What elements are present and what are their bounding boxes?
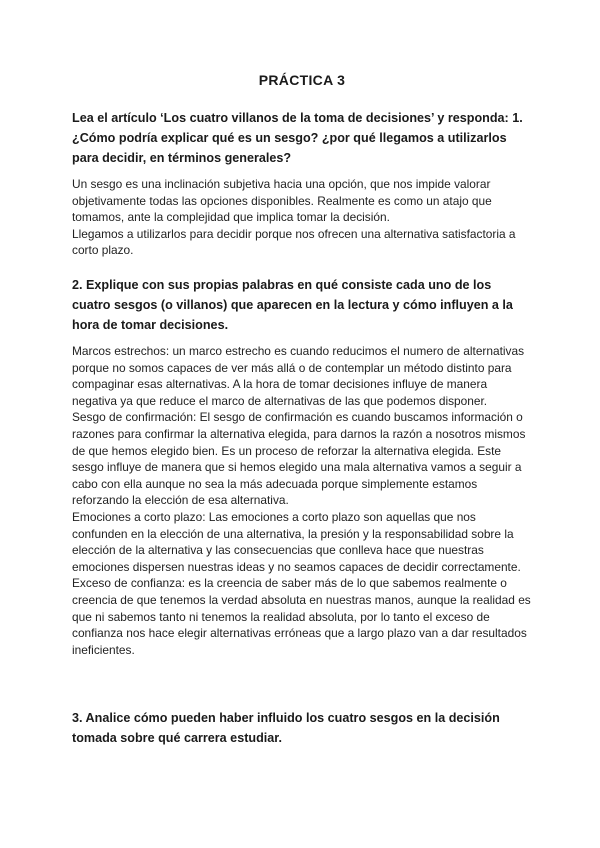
question-3-text: 3. Analice cómo pueden haber influido los cuatro sesgos en la decisión tomada sobre qué carrera estudiar.: [72, 711, 500, 745]
answer-1: [72, 176, 532, 259]
answer-2: [72, 343, 532, 658]
answer-1-paragraph-2: Llegamos a utilizarlos para decidir porque nos ofrecen una alternativa satisfactoria a corto plazo.: [72, 226, 516, 258]
page-title: PRÁCTICA 3: [258, 72, 346, 88]
answer-2-short-term-emotions: Emociones a corto plazo: Las emociones a corto plazo son aquellas que nos confunden en la elección de una alternativa, la presión y la responsabilidad sobre la elección de la alternativa y las consecuencias que conlleva hace que nuestras emociones dispersen nuestras ideas y no seamos capaces de decidir correctamente.: [72, 509, 521, 574]
answer-2-confirmation-bias: Sesgo de confirmación: El sesgo de confirmación es cuando buscamos información o razones para confirmar la alternativa elegida, para darnos la razón a nosotros mismos de que hemos elegido bien. Es un proceso de reforzar la alternativa elegida. Este sesgo influye de manera que si hemos elegido una mala alternativa vamos a seguir a cabo con ella aunque no sea la más adecuada porque simplemente estamos reforzando la elección de esa alternativa.: [72, 410, 526, 508]
question-2-text: 2. Explique con sus propias palabras en qué consiste cada uno de los cuatro sesgos (o villanos) que aparecen en la lectura y cómo influyen a la hora de tomar decisiones.: [72, 278, 513, 332]
answer-2-narrow-frames: Marcos estrechos: un marco estrecho es cuando reducimos el numero de alternativas porque no somos capaces de ver más allá o de contemplar un método distinto para compaginar esas alternativas. A la hora de tomar decisiones influye de manera negativa ya que reduce el marco de alternativas de las que podemos disponer.: [72, 344, 525, 408]
question-3: [72, 708, 532, 748]
answer-2-overconfidence: Exceso de confianza: es la creencia de saber más de lo que sabemos realmente o creencia de que tenemos la verdad absoluta en nuestras manos, aunque la realidad es que ni sabemos tanto ni tenemos la realidad absoluta, por lo tanto el exceso de confianza nos hace elegir alternativas erróneas que a largo plazo van a dar resultados ineficientes.: [72, 576, 531, 657]
answer-1-paragraph-1: Un sesgo es una inclinación subjetiva hacia una opción, que nos impide valorar objetivamente todas las opciones disponibles. Realmente es como un atajo que tomamos, ante la complejidad que implica tomar la decisión.: [72, 177, 492, 225]
question-1-text: Lea el artículo ‘Los cuatro villanos de la toma de decisiones’ y responda: 1. ¿Cómo podría explicar qué es un sesgo? ¿por qué llegamos a utilizarlos para decidir, en términos generales?: [72, 111, 523, 165]
question-2: [72, 275, 532, 335]
question-1: [72, 108, 532, 168]
